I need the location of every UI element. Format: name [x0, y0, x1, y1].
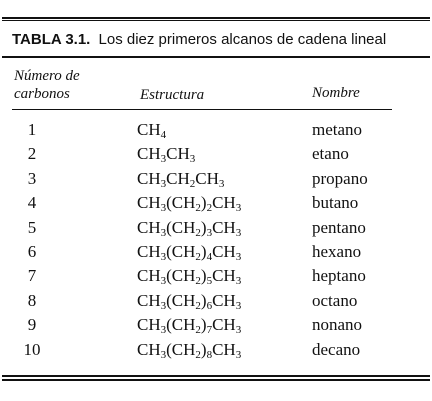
carbon-count-cell: 10 [23, 339, 41, 359]
table-row [0, 142, 432, 166]
carbon-count-cell: 6 [27, 241, 37, 261]
column-header-name: Nombre [312, 85, 360, 101]
structure-cell: $CH_3CH_2CH_3$ [137, 168, 225, 190]
column-header-number-line1: Número de [14, 68, 80, 84]
structure-cell: $CH_3(CH_2)_6CH_3$ [137, 290, 242, 312]
table-row [0, 289, 432, 313]
structure-cell: $CH_3CH_3$ [137, 144, 196, 166]
alkane-name-cell: heptano [312, 266, 366, 286]
table-caption-text: Los diez primeros alcanos de cadena lineal [98, 31, 387, 48]
alkane-name-cell: propano [312, 168, 368, 188]
column-header-number [14, 67, 124, 103]
table-row [0, 240, 432, 264]
structure-cell: $CH_4$ [137, 120, 167, 141]
carbon-count-cell: 9 [27, 315, 37, 335]
table-row [0, 118, 432, 142]
top-rule-inner [2, 20, 430, 21]
structure-cell: $CH_3(CH_2)_2CH_3$ [137, 193, 242, 215]
structure-cell: $CH_3(CH_2)_5CH_3$ [137, 266, 242, 288]
table-caption [12, 29, 386, 51]
structure-cell: $CH_3(CH_2)_4CH_3$ [137, 241, 242, 263]
alkane-name-cell: pentano [312, 217, 366, 237]
carbon-count-cell: 5 [27, 217, 37, 237]
alkane-name-cell: metano [312, 120, 363, 139]
column-header-structure: Estructura [140, 87, 205, 103]
carbon-count-cell: 8 [27, 290, 37, 310]
table-row [0, 216, 432, 240]
carbon-count-cell: 3 [27, 168, 37, 188]
table-row [0, 338, 432, 362]
carbon-count-cell: 4 [27, 193, 37, 213]
table-row [0, 264, 432, 288]
table-row [0, 191, 432, 215]
alkane-name-cell: decano [312, 339, 361, 359]
alkane-name-cell: nonano [312, 315, 363, 335]
bottom-rule-lower [2, 379, 430, 381]
carbon-count-cell: 1 [27, 120, 37, 139]
table-caption-label: TABLA 3.1. [12, 31, 91, 48]
column-header-number-line2: carbonos [14, 86, 70, 102]
carbon-count-cell: 2 [27, 144, 37, 164]
table-body [0, 118, 432, 362]
caption-rule [2, 56, 430, 58]
table-row [0, 167, 432, 191]
alkane-name-cell: hexano [312, 241, 362, 261]
structure-cell: $CH_3(CH_2)_7CH_3$ [137, 315, 242, 337]
alkane-name-cell: etano [312, 144, 349, 164]
structure-cell: $CH_3(CH_2)_3CH_3$ [137, 217, 242, 239]
bottom-rule [2, 375, 430, 377]
table-row [0, 313, 432, 337]
alkane-name-cell: butano [312, 193, 359, 213]
alkane-name-cell: octano [312, 290, 358, 310]
top-rule [2, 17, 430, 19]
header-rule [12, 109, 392, 110]
carbon-count-cell: 7 [27, 266, 37, 286]
structure-cell: $CH_3(CH_2)_8CH_3$ [137, 339, 242, 361]
